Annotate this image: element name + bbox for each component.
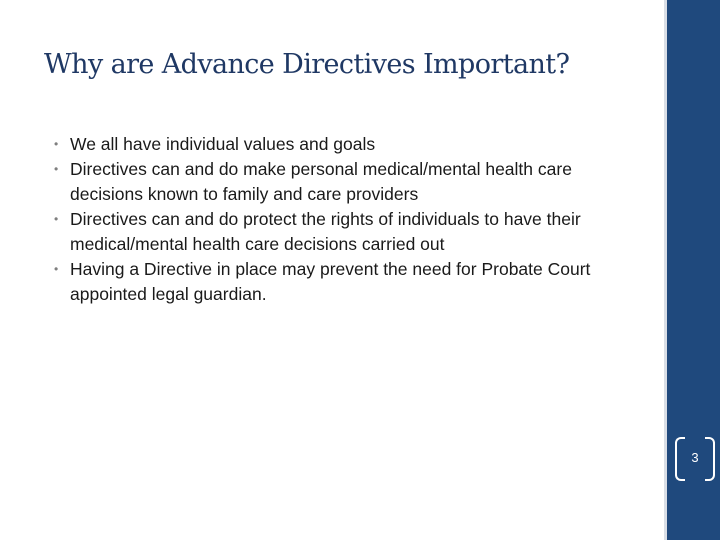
bullet-icon: • [54, 137, 59, 151]
page-number-badge [675, 437, 715, 479]
bullet-icon: • [54, 212, 59, 226]
slide-title: Why are Advance Directives Important? [44, 49, 570, 80]
bullet-icon: • [54, 262, 59, 276]
bullet-item [50, 257, 640, 307]
bullet-text: Directives can and do protect the rights of individuals to have their medical/mental health care decisions carried out [70, 209, 581, 254]
bullet-item [50, 157, 640, 207]
bullet-item [50, 132, 640, 157]
bullet-text: Having a Directive in place may prevent the need for Probate Court appointed legal guardian. [70, 259, 591, 304]
bullet-text: Directives can and do make personal medical/mental health care decisions known to family and care providers [70, 159, 572, 204]
bullet-icon: • [54, 162, 59, 176]
page-number: 3 [691, 450, 699, 465]
bullet-item [50, 207, 640, 257]
bullet-list [50, 132, 640, 307]
bullet-text: We all have individual values and goals [70, 134, 376, 154]
